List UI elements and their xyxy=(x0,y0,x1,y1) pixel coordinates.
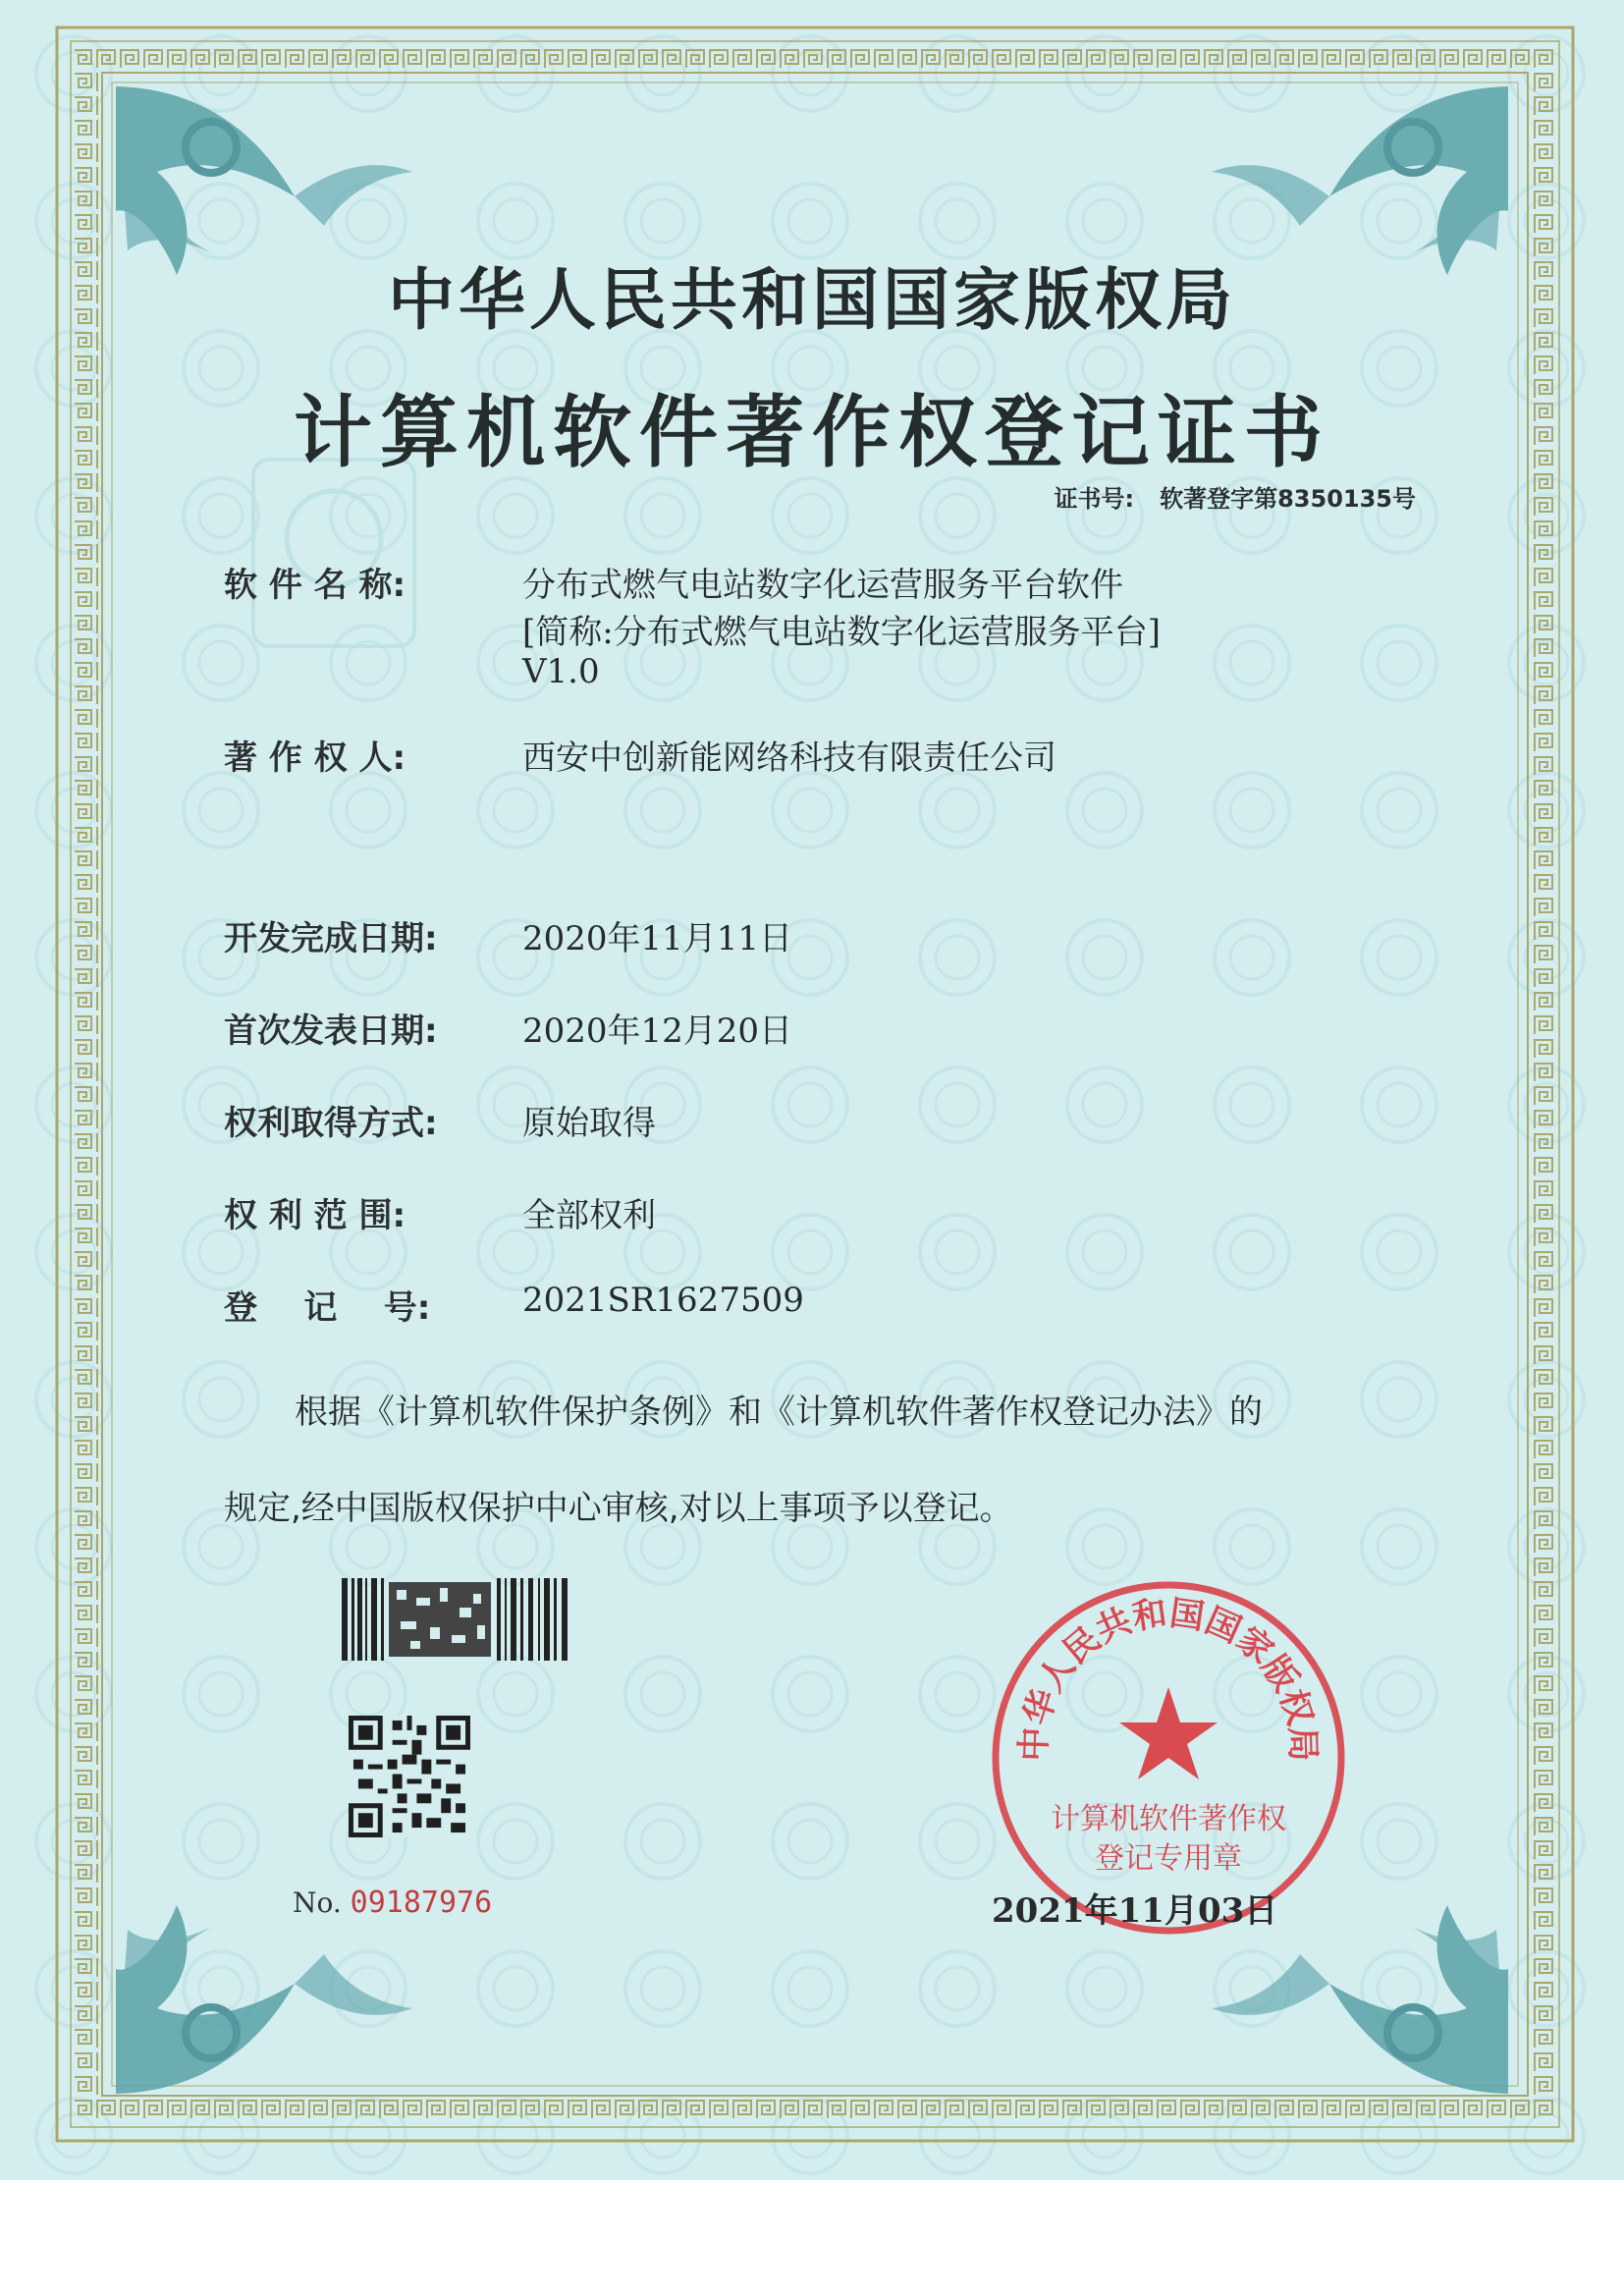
software-short-name: [简称:分布式燃气电站数字化运营服务平台] xyxy=(522,613,1161,652)
rights-scope-value: 全部权利 xyxy=(522,1196,656,1235)
certificate-number-label: 证书号: xyxy=(1054,485,1135,513)
barcode xyxy=(342,1578,569,1661)
serial-prefix: No. xyxy=(293,1886,342,1919)
pub-date-value: 2020年12月20日 xyxy=(522,1011,793,1051)
serial-number xyxy=(293,1886,492,1920)
serial-value: 09187976 xyxy=(350,1886,493,1920)
dev-date-label: 开发完成日期: xyxy=(224,919,438,958)
statement-line-1: 根据《计算机软件保护条例》和《计算机软件著作权登记办法》的 xyxy=(295,1393,1263,1432)
pub-date-label: 首次发表日期: xyxy=(224,1011,438,1051)
seal-line-1: 计算机软件著作权 xyxy=(1051,1802,1286,1836)
owner-value: 西安中创新能网络科技有限责任公司 xyxy=(522,738,1056,778)
issue-date: 2021年11月03日 xyxy=(992,1891,1278,1931)
registration-number-value: 2021SR1627509 xyxy=(522,1281,804,1320)
acquire-method-label: 权利取得方式: xyxy=(224,1104,438,1143)
certificate-title: 计算机软件著作权登记证书 xyxy=(294,387,1330,478)
acquire-method-value: 原始取得 xyxy=(522,1104,656,1143)
star-icon xyxy=(1119,1687,1218,1779)
seal-arc-text: 中华人民共和国国家版权局 xyxy=(1014,1594,1323,1763)
registration-number-label: 登 记 号: xyxy=(224,1288,431,1328)
statement-line-2: 规定,经中国版权保护中心审核,对以上事项予以登记。 xyxy=(224,1489,1013,1528)
certificate-number xyxy=(1054,479,1416,514)
software-name-label: 软 件 名 称: xyxy=(224,566,406,605)
issuer-title: 中华人民共和国国家版权局 xyxy=(387,262,1236,340)
qr-code xyxy=(349,1716,470,1837)
software-version: V1.0 xyxy=(522,652,600,691)
owner-label: 著 作 权 人: xyxy=(224,738,406,778)
certificate-number-value: 软著登字第8350135号 xyxy=(1160,485,1416,513)
dev-date-value: 2020年11月11日 xyxy=(522,919,793,958)
seal-line-2: 登记专用章 xyxy=(1095,1841,1242,1876)
software-name-value: 分布式燃气电站数字化运营服务平台软件 xyxy=(522,566,1123,605)
rights-scope-label: 权 利 范 围: xyxy=(224,1196,406,1235)
